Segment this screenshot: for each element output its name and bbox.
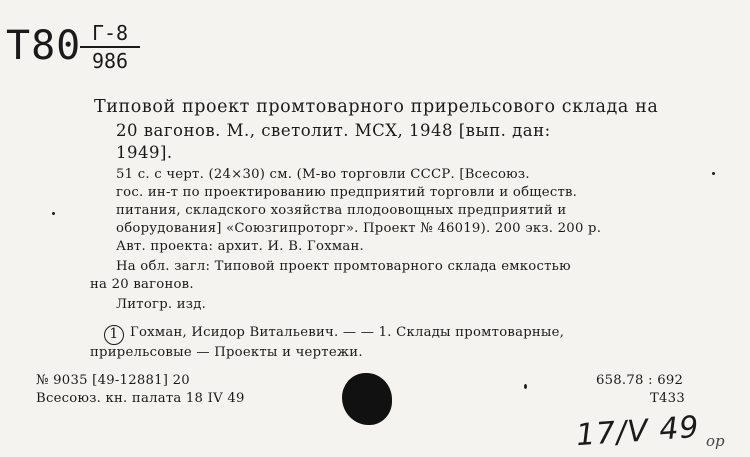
cover-title-line-2: на 20 вагонов. (90, 277, 194, 292)
title-line-2: 20 вагонов. М., светолит. МСХ, 1948 [вып. дан: (116, 121, 551, 140)
description-line-1: 51 с. с черт. (24×30) см. (М-во торговли СССР. [Всесоюз. (116, 167, 530, 182)
subject-line-2: прирельсовые — Проекты и чертежи. (90, 345, 363, 360)
speck (524, 384, 527, 389)
fraction-bar (80, 46, 140, 48)
call-number-numerator: Г-8 (91, 21, 129, 45)
handwritten-mark: ор (706, 432, 725, 450)
description-line-2: гос. ин-т по проектированию предприятий торговли и обществ. (116, 185, 578, 200)
call-number-main: T80 (6, 23, 82, 69)
chamber-date: Всесоюз. кн. палата 18 IV 49 (36, 391, 245, 406)
subject-line-1 (104, 324, 564, 345)
subject-text-1: Гохман, Исидор Витальевич. — — 1. Склады промтоварные, (130, 325, 565, 340)
author-line: Авт. проекта: архит. И. В. Гохман. (116, 239, 364, 254)
title-line-3: 1949]. (116, 143, 173, 162)
edition-note: Литогр. изд. (116, 297, 207, 312)
ink-stain (342, 373, 392, 425)
speck (712, 172, 715, 175)
call-number-fraction (80, 22, 140, 72)
registry-number: № 9035 [49-12881] 20 (36, 373, 190, 388)
classification-code: 658.78 : 692 (596, 373, 684, 388)
title-line-1: Типовой проект промтоварного прирельсового склада на (94, 97, 659, 117)
handwritten-date: 17/V 49 (574, 409, 701, 454)
description-line-3: питания, складского хозяйства плодоовощных предприятий и (116, 203, 567, 218)
description-line-4: оборудования] «Союзгипроторг». Проект № 46019). 200 экз. 200 р. (116, 221, 602, 236)
author-mark: Т433 (650, 391, 685, 406)
call-number (6, 21, 129, 73)
speck (52, 212, 55, 215)
circled-one-marker: 1 (104, 325, 124, 345)
cover-title-line-1: На обл. загл: Типовой проект промтоварного склада емкостью (116, 259, 571, 274)
call-number-denominator: 986 (91, 49, 129, 73)
